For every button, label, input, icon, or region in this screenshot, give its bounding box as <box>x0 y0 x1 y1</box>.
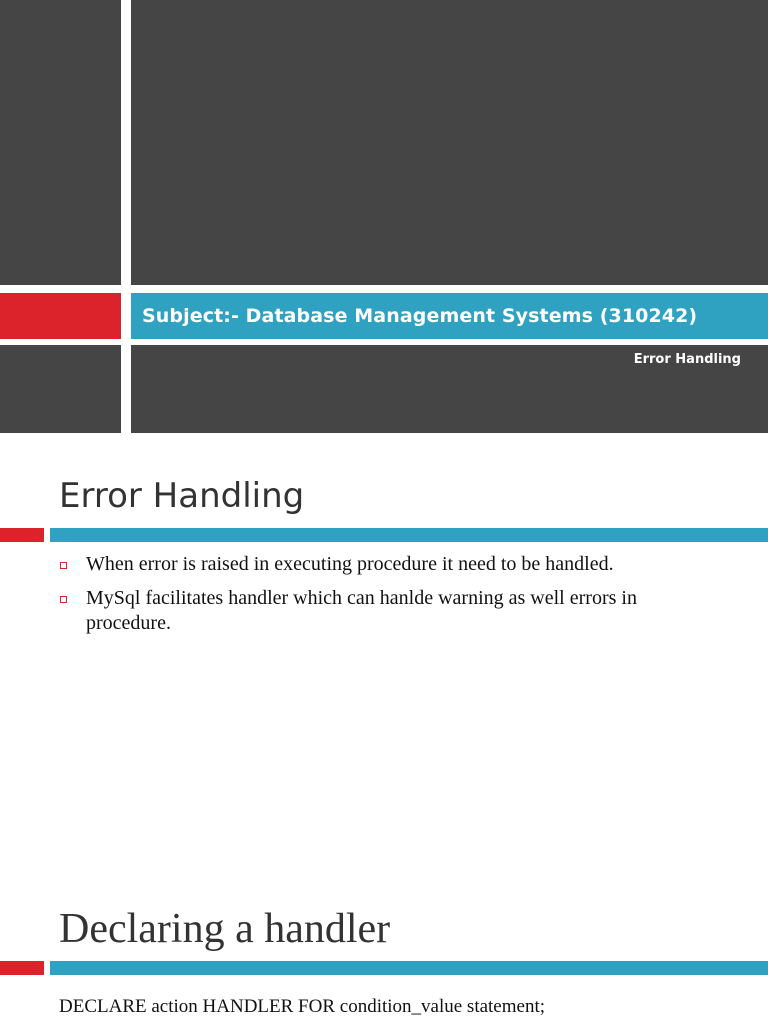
bullet-text: MySql facilitates handler which can hanlde warning as well errors in procedure. <box>86 587 637 634</box>
dark-panel-top-left <box>0 0 121 285</box>
title-underline-red <box>0 528 44 542</box>
bullet-list <box>59 552 719 645</box>
square-bullet-icon <box>60 596 67 603</box>
dark-panel-bottom-left <box>0 345 121 433</box>
square-bullet-icon <box>60 562 67 569</box>
deck-subtitle: Error Handling <box>633 352 741 367</box>
bullet-item <box>59 586 719 636</box>
slide-title: Declaring a handler <box>59 906 391 952</box>
dark-panel-top-right <box>131 0 768 285</box>
bullet-text: When error is raised in executing procedure it need to be handled. <box>86 553 614 575</box>
title-underline-red <box>0 961 44 975</box>
title-slide <box>0 0 768 433</box>
title-underline-teal <box>50 528 768 542</box>
syntax-line: DECLARE action HANDLER FOR condition_value statement; <box>59 996 546 1017</box>
title-teal-bar <box>131 293 768 339</box>
title-underline-teal <box>50 961 768 975</box>
slide-title: Error Handling <box>59 476 305 516</box>
title-red-bar <box>0 293 121 339</box>
subject-heading: Subject:- Database Management Systems (310242) <box>142 305 698 327</box>
bullet-item <box>59 552 719 577</box>
